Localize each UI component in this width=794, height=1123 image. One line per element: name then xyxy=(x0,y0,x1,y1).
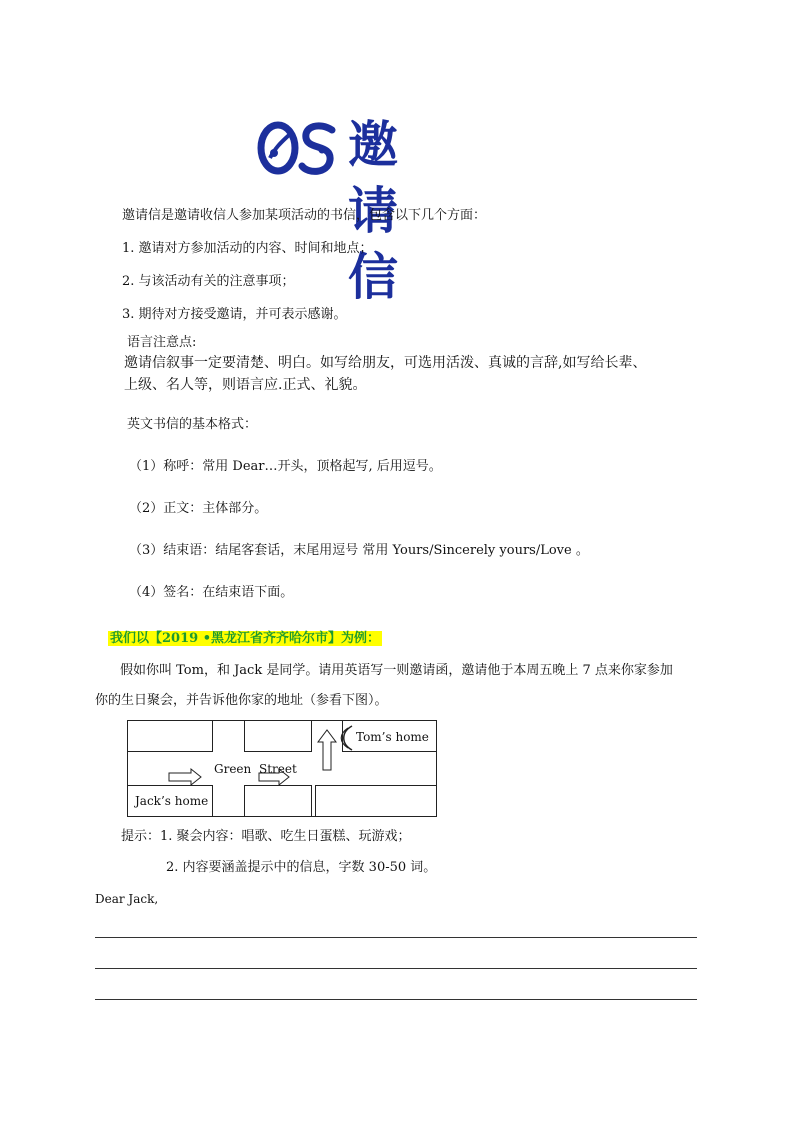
street-name-word-2: Street xyxy=(259,762,297,776)
format-heading: 英文书信的基本格式： xyxy=(127,417,258,432)
intro-point-1: 1. 邀请对方参加活动的内容、时间和地点； xyxy=(122,241,373,256)
answer-line-3[interactable] xyxy=(95,999,697,1000)
hint-2: 2. 内容要涵盖提示中的信息，字数 30-50 词。 xyxy=(166,860,437,875)
answer-line-2[interactable] xyxy=(95,968,697,969)
arrow-right-icon xyxy=(169,769,201,785)
toms-home-label: Tom’s home xyxy=(356,730,429,744)
language-notes-line-1: 邀请信叙事一定要清楚、明白。如写给朋友，可选用活泼、真诚的言辞,如写给长辈、 xyxy=(124,355,647,371)
language-notes-heading: 语言注意点: xyxy=(127,335,197,350)
jacks-home-label: Jack’s home xyxy=(135,794,209,808)
format-item-4: （4）签名：在结束语下面。 xyxy=(129,585,294,600)
example-prompt-line-1: 假如你叫 Tom，和 Jack 是同学。请用英语写一则邀请函，邀请他于本周五晚上 7 点来你家参加 xyxy=(120,663,673,678)
format-item-2: （2）正文：主体部分。 xyxy=(129,501,268,516)
intro-point-3: 3. 期待对方接受邀请，并可表示感谢。 xyxy=(122,307,347,322)
example-prompt-line-2: 你的生日聚会，并告诉他你家的地址（参看下图）。 xyxy=(95,693,388,708)
format-item-1: （1）称呼：常用 Dear…开头，顶格起写, 后用逗号。 xyxy=(129,459,442,474)
section-number-logo-icon xyxy=(256,118,342,178)
answer-line-1[interactable] xyxy=(95,937,697,938)
example-heading xyxy=(108,630,382,648)
page-title: 邀请信 xyxy=(348,116,400,306)
format-item-3: （3）结束语：结尾客套话，末尾用逗号 常用 Yours/Sincerely yours/Love 。 xyxy=(129,543,589,558)
arrow-up-icon xyxy=(318,730,336,770)
hint-1: 提示：1. 聚会内容：唱歌、吃生日蛋糕、玩游戏； xyxy=(121,829,411,844)
street-name-word-1: Green xyxy=(214,762,252,776)
intro-point-2: 2. 与该活动有关的注意事项； xyxy=(122,274,295,289)
street-map xyxy=(127,720,437,817)
intro-lead: 邀请信是邀请收信人参加某项活动的书信，包含以下几个方面： xyxy=(122,208,487,223)
example-heading-highlight: 我们以【2019 •黑龙江省齐齐哈尔市】为例： xyxy=(110,631,381,646)
letter-salutation: Dear Jack, xyxy=(95,892,159,906)
language-notes-line-2: 上级、名人等，则语言应.正式、礼貌。 xyxy=(124,377,367,393)
